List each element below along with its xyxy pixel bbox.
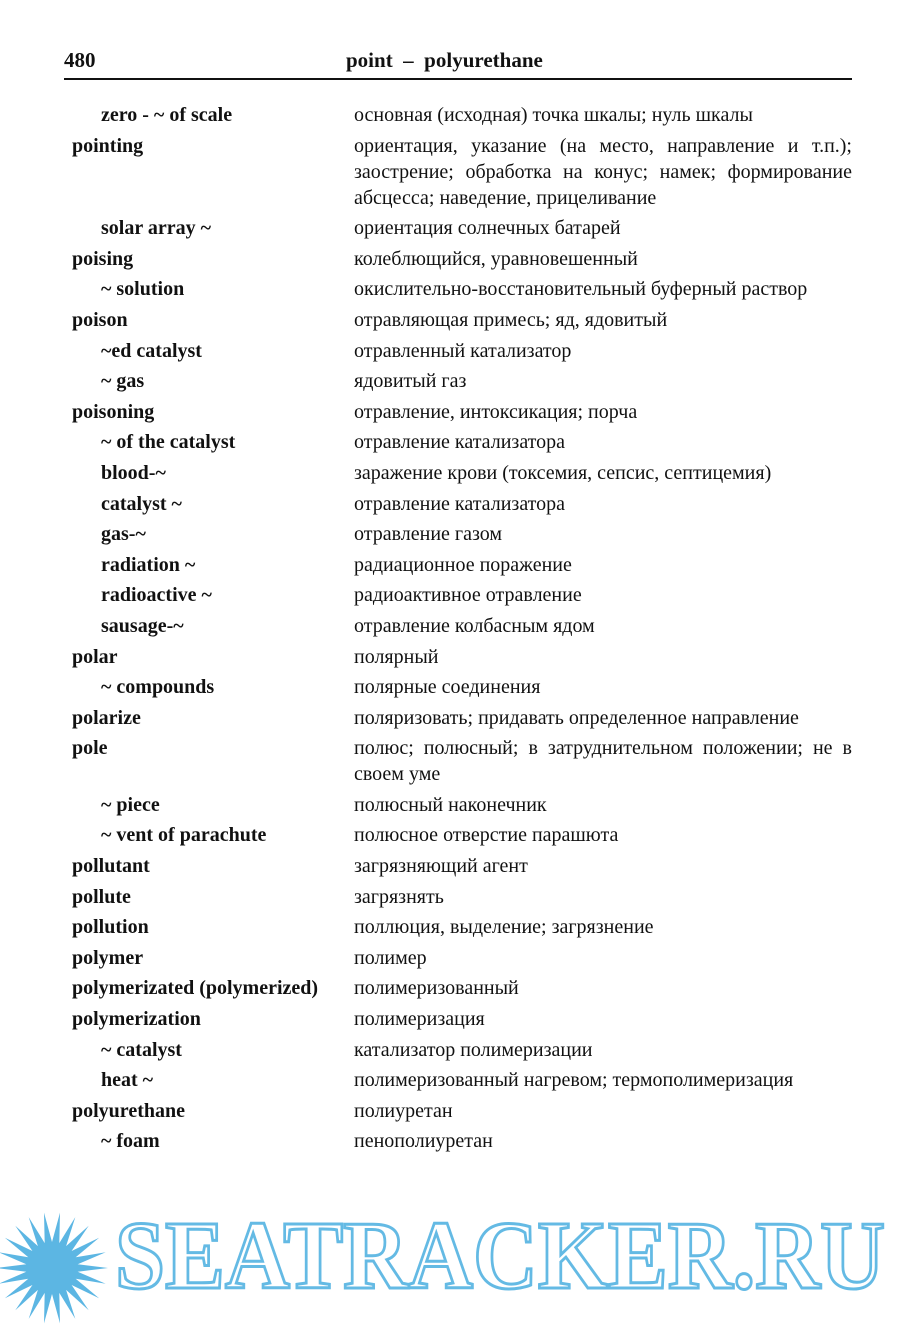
dictionary-entry bbox=[72, 552, 852, 578]
dictionary-entry bbox=[72, 460, 852, 486]
dictionary-entry bbox=[72, 399, 852, 425]
entry-definition: загрязняющий агент bbox=[354, 855, 528, 878]
entry-term: ~ catalyst bbox=[101, 1038, 182, 1061]
dictionary-entry bbox=[72, 133, 852, 211]
entry-term: poising bbox=[72, 247, 134, 270]
entry-term: polyurethane bbox=[72, 1099, 185, 1122]
entry-term: heat ~ bbox=[101, 1069, 154, 1092]
entry-definition: катализатор полимеризации bbox=[354, 1038, 593, 1061]
running-head: point – polyurethane bbox=[346, 48, 543, 72]
entry-definition: ядовитый газ bbox=[354, 370, 467, 393]
dictionary-entry bbox=[72, 945, 852, 971]
entry-definition: радиоактивное отравление bbox=[354, 584, 582, 607]
entry-term: pollution bbox=[72, 916, 149, 939]
entry-definition: полюсное отверстие парашюта bbox=[354, 824, 619, 847]
entry-definition: основная (исходная) точка шкалы; нуль шкалы bbox=[354, 104, 753, 126]
entry-term: pointing bbox=[72, 134, 144, 157]
entry-definition: полюс; полюсный; в затруднительном положении; не в своем уме bbox=[354, 737, 852, 786]
dictionary-entry bbox=[72, 338, 852, 364]
entry-definition: отравление катализатора bbox=[354, 492, 566, 515]
dictionary-entry bbox=[72, 521, 852, 547]
entry-definition: полимер bbox=[354, 946, 427, 969]
page-header bbox=[64, 48, 852, 80]
entry-definition: ориентация, указание (на место, направление и т.п.); заострение; обработка на конус; намек; формирование абсцесса; наведение, прицеливание bbox=[354, 134, 852, 209]
dictionary-entry bbox=[72, 1067, 852, 1093]
entry-term: poison bbox=[72, 308, 128, 331]
entry-definition: поллюция, выделение; загрязнение bbox=[354, 916, 654, 939]
entry-definition: ориентация солнечных батарей bbox=[354, 217, 621, 240]
dictionary-entry bbox=[72, 853, 852, 879]
dictionary-entry bbox=[72, 1006, 852, 1032]
page-number: 480 bbox=[64, 48, 96, 72]
dictionary-entry bbox=[72, 1128, 852, 1154]
dictionary-entry bbox=[72, 735, 852, 787]
entry-definition: отравленный катализатор bbox=[354, 339, 572, 362]
dictionary-entry bbox=[72, 491, 852, 517]
entry-definition: заражение крови (токсемия, сепсис, септицемия) bbox=[354, 461, 772, 484]
entry-term: ~ piece bbox=[101, 793, 160, 816]
entry-term: polar bbox=[72, 645, 118, 668]
dictionary-entry bbox=[72, 1098, 852, 1124]
entry-term: polarize bbox=[72, 706, 141, 729]
entry-definition: отравление катализатора bbox=[354, 431, 566, 454]
entry-term: polymer bbox=[72, 946, 144, 969]
entry-definition: отравляющая примесь; яд, ядовитый bbox=[354, 308, 668, 331]
entry-definition: полярные соединения bbox=[354, 676, 541, 699]
dictionary-entry bbox=[72, 1037, 852, 1063]
dictionary-entry bbox=[72, 102, 852, 128]
dictionary-entry bbox=[72, 429, 852, 455]
entry-term: ~ of the catalyst bbox=[101, 431, 236, 454]
entry-term: sausage-~ bbox=[101, 614, 184, 637]
dictionary-entry bbox=[72, 644, 852, 670]
entry-definition: полимеризованный нагревом; термополимеризация bbox=[354, 1069, 794, 1092]
entry-term: ~ foam bbox=[101, 1130, 160, 1153]
dictionary-entry bbox=[72, 914, 852, 940]
entry-term: zero - ~ of scale bbox=[101, 104, 233, 126]
entry-term: ~ compounds bbox=[101, 676, 215, 699]
dictionary-entry bbox=[72, 674, 852, 700]
entry-term: poisoning bbox=[72, 400, 155, 423]
entry-definition: пенополиуретан bbox=[354, 1130, 493, 1153]
dictionary-entry bbox=[72, 884, 852, 910]
dictionary-entry bbox=[72, 246, 852, 272]
watermark-text: SEATRACKER.RU bbox=[115, 1202, 885, 1310]
entry-term: pollutant bbox=[72, 855, 150, 878]
entry-term: gas-~ bbox=[101, 523, 146, 546]
entry-definition: полимеризация bbox=[354, 1008, 485, 1031]
entry-definition: загрязнять bbox=[354, 885, 444, 908]
entry-term: blood-~ bbox=[101, 461, 166, 484]
dictionary-entry bbox=[72, 822, 852, 848]
entry-term: radioactive ~ bbox=[101, 584, 212, 607]
entry-term: radiation ~ bbox=[101, 553, 196, 576]
entry-definition: полимеризованный bbox=[354, 977, 519, 1000]
entry-term: pole bbox=[72, 737, 108, 760]
entry-term: ~ vent of parachute bbox=[101, 824, 267, 847]
entry-term: ~ solution bbox=[101, 278, 185, 301]
dictionary-entry bbox=[72, 307, 852, 333]
dictionary-entry bbox=[72, 792, 852, 818]
entry-term: solar array ~ bbox=[101, 217, 212, 240]
entry-term: ~ gas bbox=[101, 370, 145, 393]
entry-term: ~ed catalyst bbox=[101, 339, 202, 362]
dictionary-entry bbox=[72, 368, 852, 394]
entry-definition: отравление, интоксикация; порча bbox=[354, 400, 638, 423]
entry-definition: поляризовать; придавать определенное направление bbox=[354, 706, 799, 729]
entry-definition: полярный bbox=[354, 645, 439, 668]
dictionary-entry bbox=[72, 613, 852, 639]
entry-definition: отравление колбасным ядом bbox=[354, 614, 595, 637]
entry-term: pollute bbox=[72, 885, 131, 908]
entry-definition: колеблющийся, уравновешенный bbox=[354, 247, 638, 270]
entry-term: polymerization bbox=[72, 1008, 201, 1031]
entry-definition: полюсный наконечник bbox=[354, 793, 547, 816]
watermark bbox=[0, 1188, 915, 1324]
entry-definition: окислительно-восстановительный буферный раствор bbox=[354, 278, 808, 301]
dictionary-entry bbox=[72, 705, 852, 731]
entry-definition: радиационное поражение bbox=[354, 553, 572, 576]
entry-definition: полиуретан bbox=[354, 1099, 453, 1122]
entry-term: catalyst ~ bbox=[101, 492, 182, 515]
dictionary-entry bbox=[72, 582, 852, 608]
dictionary-entries bbox=[72, 102, 852, 1159]
dictionary-entry bbox=[72, 276, 852, 302]
entry-term: polymerizated (polymerized) bbox=[72, 977, 319, 1000]
dictionary-entry bbox=[72, 975, 852, 1001]
entry-definition: отравление газом bbox=[354, 523, 503, 546]
dictionary-entry bbox=[72, 215, 852, 241]
sunburst-icon bbox=[0, 1213, 108, 1324]
